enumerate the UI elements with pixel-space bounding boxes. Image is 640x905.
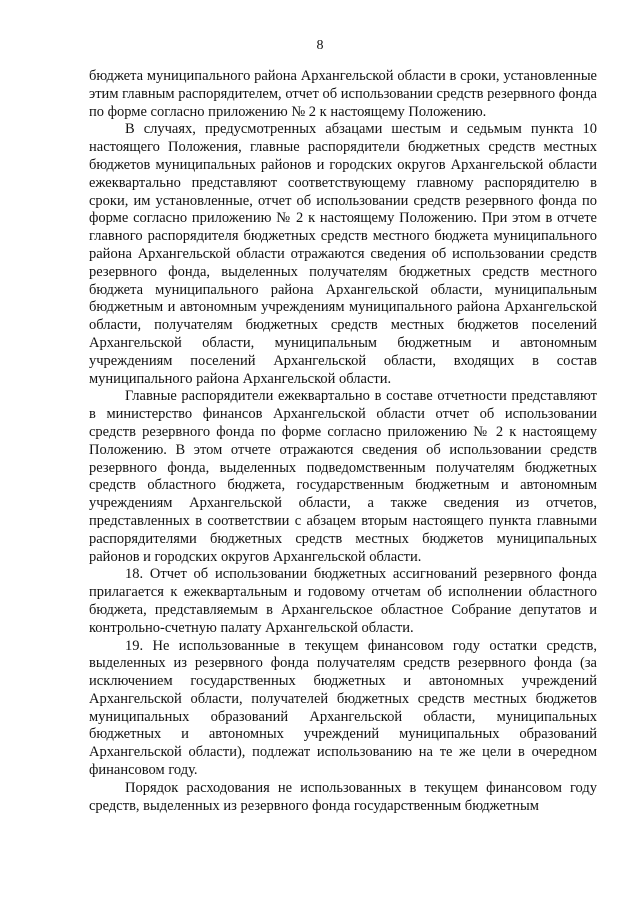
paragraph-item-19: 19. Не использованные в текущем финансовом году остатки средств, выделенных из резервного фонда получателям средств резервного фонда (за исключением государственных бюджетных и автономных учреждений Архангельской области, получателей бюджетных средств местных бюджетов муниципальных образований Архангельской области, муниципальных бюджетных и автономных учреждений муниципальных образований Архангельской области), подлежат использованию на те же цели в очередном финансовом году. (89, 637, 597, 779)
document-body (89, 68, 597, 815)
page-number: 8 (316, 38, 324, 53)
paragraph-main-distributors: Главные распорядители ежеквартально в составе отчетности представляют в министерство финансов Архангельской области отчет об использовании средств резервного фонда по форме согласно приложению № 2 к настоящему Положению. В этом отчете отражаются сведения об использовании средств резервного фонда, выделенных подведомственным получателям бюджетных средств областного бюджета, государственным бюджетным и автономным учреждениям Архангельской области, а также сведения из отчетов, представленных в соответствии с абзацем вторым настоящего пункта главными распорядителями бюджетных средств местных бюджетов муниципальных районов и городских округов Архангельской области. (89, 388, 597, 565)
paragraph-procedure: Порядок расходования не использованных в текущем финансовом году средств, выделенных из резервного фонда государственным бюджетным (89, 779, 597, 814)
paragraph-item-18: 18. Отчет об использовании бюджетных ассигнований резервного фонда прилагается к ежеквартальным и годовому отчетам об исполнении областного бюджета, представляемым в Архангельское областное Собрание депутатов и контрольно-счетную палату Архангельской области. (89, 566, 597, 636)
paragraph-continuation: бюджета муниципального района Архангельской области в сроки, установленные этим главным распорядителем, отчет об использовании средств резервного фонда по форме согласно приложению № 2 к настоящему Положению. (89, 68, 597, 120)
paragraph-cases: В случаях, предусмотренных абзацами шестым и седьмым пункта 10 настоящего Положения, главные распорядители бюджетных средств местных бюджетов муниципальных районов и городских округов Архангельской области ежеквартально представляют соответствующему главному распорядителю в сроки, им установленные, отчет об использовании средств резервного фонда по форме согласно приложению № 2 к настоящему Положению. При этом в отчете главного распорядителя бюджетных средств местного бюджета муниципального района Архангельской области отражаются сведения об использовании средств резервного фонда, выделенных получателям бюджетных средств местного бюджета муниципального района Архангельской области, муниципальным бюджетным и автономным учреждениям муниципального района Архангельской области, получателям бюджетных средств местных бюджетов поселений Архангельской области, муниципальным бюджетным и автономным учреждениям поселений Архангельской области, входящих в состав муниципального района Архангельской области. (89, 121, 597, 387)
